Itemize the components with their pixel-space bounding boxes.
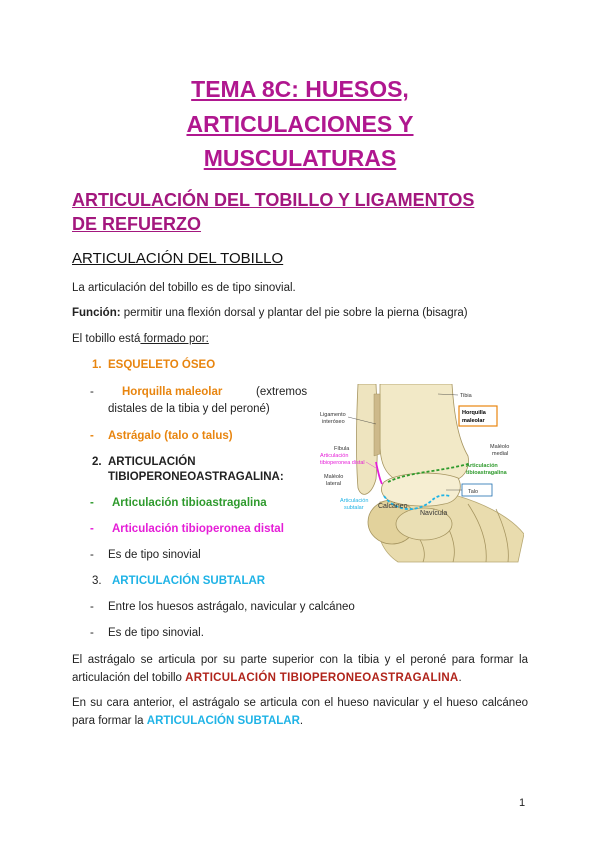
list-item-2-label-1: ARTICULACIÓN xyxy=(108,456,196,468)
fig-label-maleolo-medial-1: Maléolo xyxy=(490,444,510,450)
tibioastragalina-label: Articulación tibioastragalina xyxy=(112,497,267,509)
fig-label-horquilla-1: Horquilla xyxy=(462,410,486,416)
document-title-line-2: ARTICULACIONES Y xyxy=(186,111,414,137)
list-item-1-number: 1. xyxy=(92,359,102,371)
paragraph-tibioperoneoastragalina xyxy=(72,651,528,687)
horquilla-label: Horquilla maleolar xyxy=(122,386,223,398)
fig-label-ligamento-2: interóseo xyxy=(322,419,345,425)
fig-label-horquilla-2: maleolar xyxy=(462,418,485,424)
fig-label-talo: Talo xyxy=(468,489,479,495)
horquilla-text-1: (extremos xyxy=(256,386,308,398)
funcion-label: Función: xyxy=(72,307,121,319)
huesos-text: Entre los huesos astrágalo, navicular y calcáneo xyxy=(108,601,355,613)
sinovial-1-text: Es de tipo sinovial xyxy=(108,549,201,561)
document-title-line-3: MUSCULATURAS xyxy=(203,145,397,171)
tibioperonea-label: Articulación tibioperonea distal xyxy=(112,523,284,535)
fig-label-art-tp-2: tibioperonea distal xyxy=(320,460,365,466)
formado-prefix: El tobillo está xyxy=(72,333,141,345)
fig-label-tibia: Tibia xyxy=(460,393,472,399)
ankle-anatomy-figure xyxy=(318,384,524,564)
funcion-text: permitir una flexión dorsal y plantar del pie sobre la pierna (bisagra) xyxy=(120,307,468,319)
document-title-line-1: TEMA 8C: HUESOS, xyxy=(191,76,409,102)
funcion-line xyxy=(72,307,468,319)
dash-huesos: - xyxy=(90,601,94,613)
subsection-heading: ARTICULACIÓN DEL TOBILLO xyxy=(72,250,284,267)
list-item-2-number: 2. xyxy=(92,456,102,468)
dash-tibioperonea: - xyxy=(90,523,94,535)
paragraph-1-highlight: ARTICULACIÓN TIBIOPERONEOASTRAGALINA xyxy=(185,672,459,684)
astragalo-label: Astrágalo (talo o talus) xyxy=(108,430,233,442)
fig-label-art-tp-1: Articulación xyxy=(320,453,349,459)
dash-sinovial-1: - xyxy=(90,549,94,561)
fig-label-fibula: Fíbula xyxy=(334,446,350,452)
list-item-1-label: ESQUELETO ÓSEO xyxy=(108,359,216,371)
section-heading-line-2: DE REFUERZO xyxy=(72,214,202,234)
page-number: 1 xyxy=(519,797,526,809)
list-item-3-number: 3. xyxy=(92,575,102,587)
list-item-3-label: ARTICULACIÓN SUBTALAR xyxy=(112,575,266,587)
fig-label-art-ta-1: Articulación xyxy=(466,463,498,469)
section-heading-line-1: ARTICULACIÓN DEL TOBILLO Y LIGAMENTOS xyxy=(72,190,475,210)
fig-label-ligamento-1: Ligamento xyxy=(320,412,346,418)
dash-astragalo: - xyxy=(90,430,94,442)
sinovial-2-text: Es de tipo sinovial. xyxy=(108,627,204,639)
fig-label-calcaneo: Calcáneo xyxy=(378,503,408,510)
paragraph-2-highlight: ARTICULACIÓN SUBTALAR xyxy=(146,715,300,727)
intro-text: La articulación del tobillo es de tipo sinovial. xyxy=(72,282,296,294)
fig-label-maleolo-lateral-1: Maléolo xyxy=(324,474,344,480)
paragraph-2-text: En su cara anterior, el astrágalo se articula con el hueso navicular y el hueso calcáneo para formar la xyxy=(72,697,528,727)
dash-horquilla: - xyxy=(90,386,94,398)
dash-sinovial-2: - xyxy=(90,627,94,639)
paragraph-1-text: El astrágalo se articula por su parte superior con la tibia y el peroné para formar la articulación del tobillo xyxy=(72,654,528,684)
fig-label-maleolo-medial-2: medial xyxy=(492,451,509,457)
fig-label-navicula: Navícula xyxy=(420,510,448,517)
paragraph-2-end: . xyxy=(299,715,304,727)
fig-label-art-sub-2: subtalar xyxy=(344,505,364,511)
dash-tibioastragalina: - xyxy=(90,497,94,509)
list-item-2-label-2: TIBIOPERONEOASTRAGALINA: xyxy=(108,471,284,483)
formado-underlined: formado por: xyxy=(140,333,209,345)
paragraph-1-end: . xyxy=(458,672,462,684)
horquilla-text-2: distales de la tibia y del peroné) xyxy=(108,403,270,415)
paragraph-subtalar xyxy=(72,694,528,730)
fig-label-art-sub-1: Articulación xyxy=(340,498,369,504)
fig-label-maleolo-lateral-2: lateral xyxy=(326,481,341,487)
formado-line xyxy=(72,333,209,345)
fig-label-art-ta-2: tibioastragalina xyxy=(466,470,507,476)
